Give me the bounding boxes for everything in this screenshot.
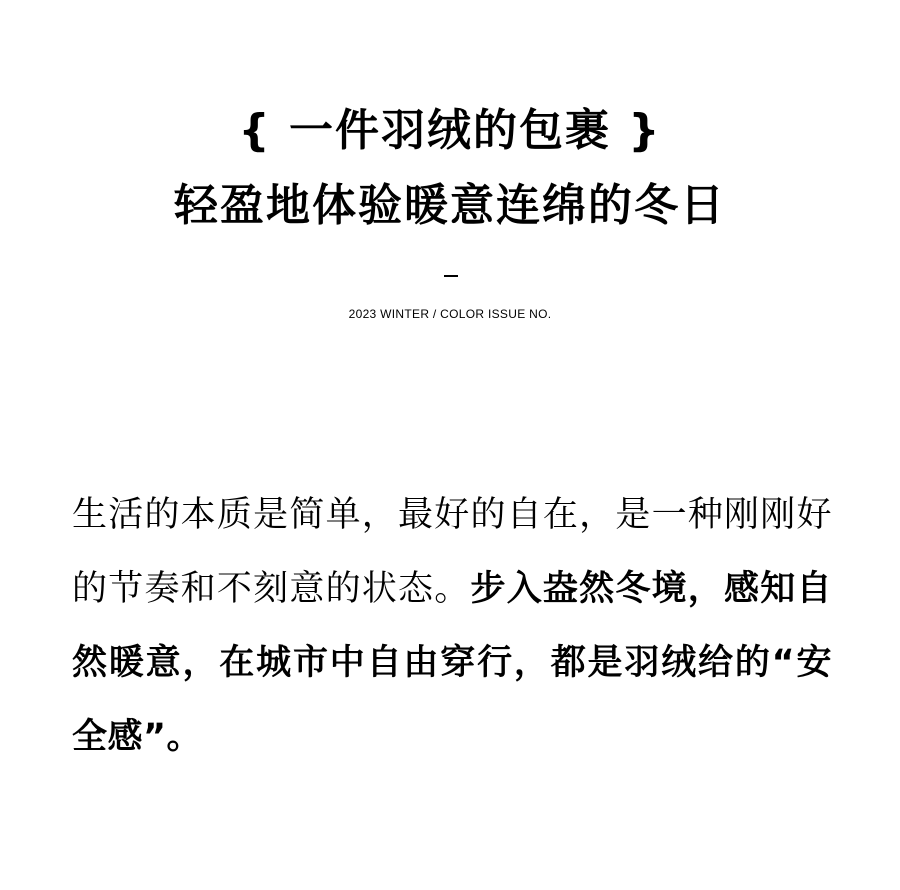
article-intro: 生活的本质是简单，最好的自在，是一种刚刚好的节奏和不刻意的状态。 — [72, 495, 832, 609]
issue-label: 2023 WINTER / COLOR ISSUE NO. — [348, 307, 552, 321]
article-paragraph — [72, 478, 832, 774]
page-title: { 一件羽绒的包裹 } — [238, 105, 662, 156]
article-emphasis: 步入盎然冬境，感知自然暖意，在城市中自由穿行，都是羽绒给的“安全感”。 — [72, 569, 832, 757]
page-subtitle: 轻盈地体验暖意连绵的冬日 — [174, 180, 726, 231]
divider-dash — [444, 275, 458, 277]
